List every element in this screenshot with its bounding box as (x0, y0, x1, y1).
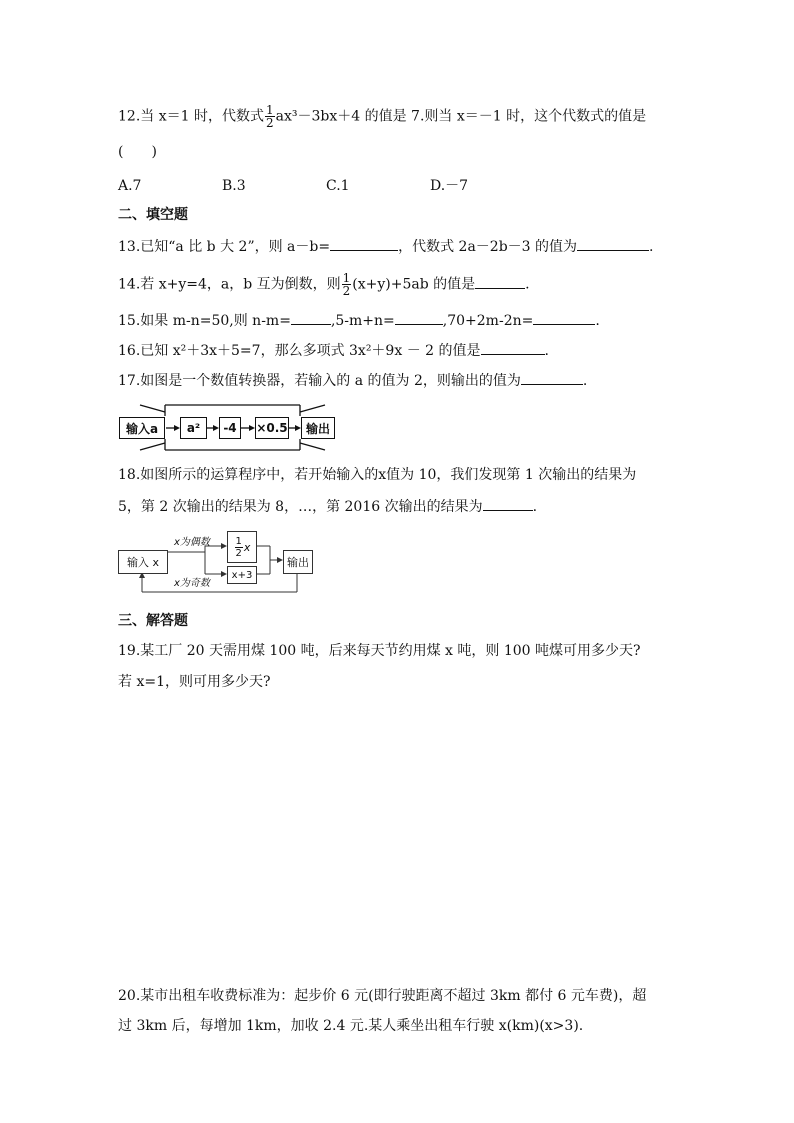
question-15: 15.如果 m-n=50,则 n-m= ,5-m+n= ,70+2m-2n= . (118, 310, 600, 331)
q12-option-c: C.1 (326, 178, 350, 194)
question-16: 16.已知 x²＋3x＋5=7，那么多项式 3x²＋9x － 2 的值是 . (118, 340, 549, 361)
fig17-output-box: 输出 (301, 417, 335, 439)
fig18-half-box: $\frac{1}{2}$ x (227, 531, 257, 563)
section-2-title: 二、填空题 (118, 207, 188, 223)
fig17-input-box: 输入a (119, 417, 165, 439)
question-20-line-2: 过 3km 后，每增加 1km，加收 2.4 元.某人乘坐出租车行驶 x(km)(x>3). (118, 1018, 584, 1034)
q12-paren: ( ) (118, 144, 157, 160)
q12-option-a: A.7 (118, 178, 142, 194)
question-18-line-1: 18.如图所示的运算程序中，若开始输入的x值为 10，我们发现第 1 次输出的结果为 (118, 467, 637, 483)
question-19-line-1: 19.某工厂 20 天需用煤 100 吨，后来每天节约用煤 x 吨，则 100 吨煤可用多少天? (118, 643, 641, 659)
fig18-odd-label: x为奇数 (174, 578, 210, 589)
fig17-minus4-box: -4 (219, 417, 241, 439)
q14-fraction: $\frac{1}{2}$ (342, 271, 351, 298)
q12-prefix: 12.当 x＝1 时，代数式 (118, 108, 264, 125)
fig18-input-box: 输入 x (118, 550, 168, 574)
question-13: 13.已知“a 比 b 大 2”，则 a－b= ，代数式 2a－2b－3 的值为 . (118, 236, 653, 257)
fig18-even-label: x为偶数 (174, 537, 210, 548)
fig18-output-box: 输出 (283, 550, 313, 574)
q12-option-b: B.3 (222, 178, 246, 194)
question-17: 17.如图是一个数值转换器，若输入的 a 的值为 2，则输出的值为 . (118, 370, 587, 391)
question-20-line-1: 20.某市出租车收费标准为：起步价 6 元(即行驶距离不超过 3km 都付 6 元车费)，超 (118, 988, 647, 1004)
fig17-square-box: a² (180, 417, 207, 439)
section-3-title: 三、解答题 (118, 613, 188, 629)
question-14: 14.若 x+y=4，a，b 互为倒数，则 $\frac{1}{2}$ (x+y)+5ab 的值是 . (118, 271, 530, 298)
fig17-times-box: ×0.5 (255, 417, 289, 439)
q12-middle: ax³－3bx＋4 的值是 7.则当 x＝－1 时，这个代数式的值是 (275, 108, 647, 125)
fig18-half-fraction: $\frac{1}{2}$ (235, 535, 242, 559)
question-19-line-2: 若 x=1，则可用多少天? (118, 674, 271, 690)
fig18-plus3-box: x+3 (227, 566, 257, 584)
q12-option-d: D.－7 (430, 178, 469, 194)
question-18-line-2: 5，第 2 次输出的结果为 8，…，第 2016 次输出的结果为 . (118, 496, 537, 517)
q12-fraction: $\frac{1}{2}$ (265, 103, 274, 130)
